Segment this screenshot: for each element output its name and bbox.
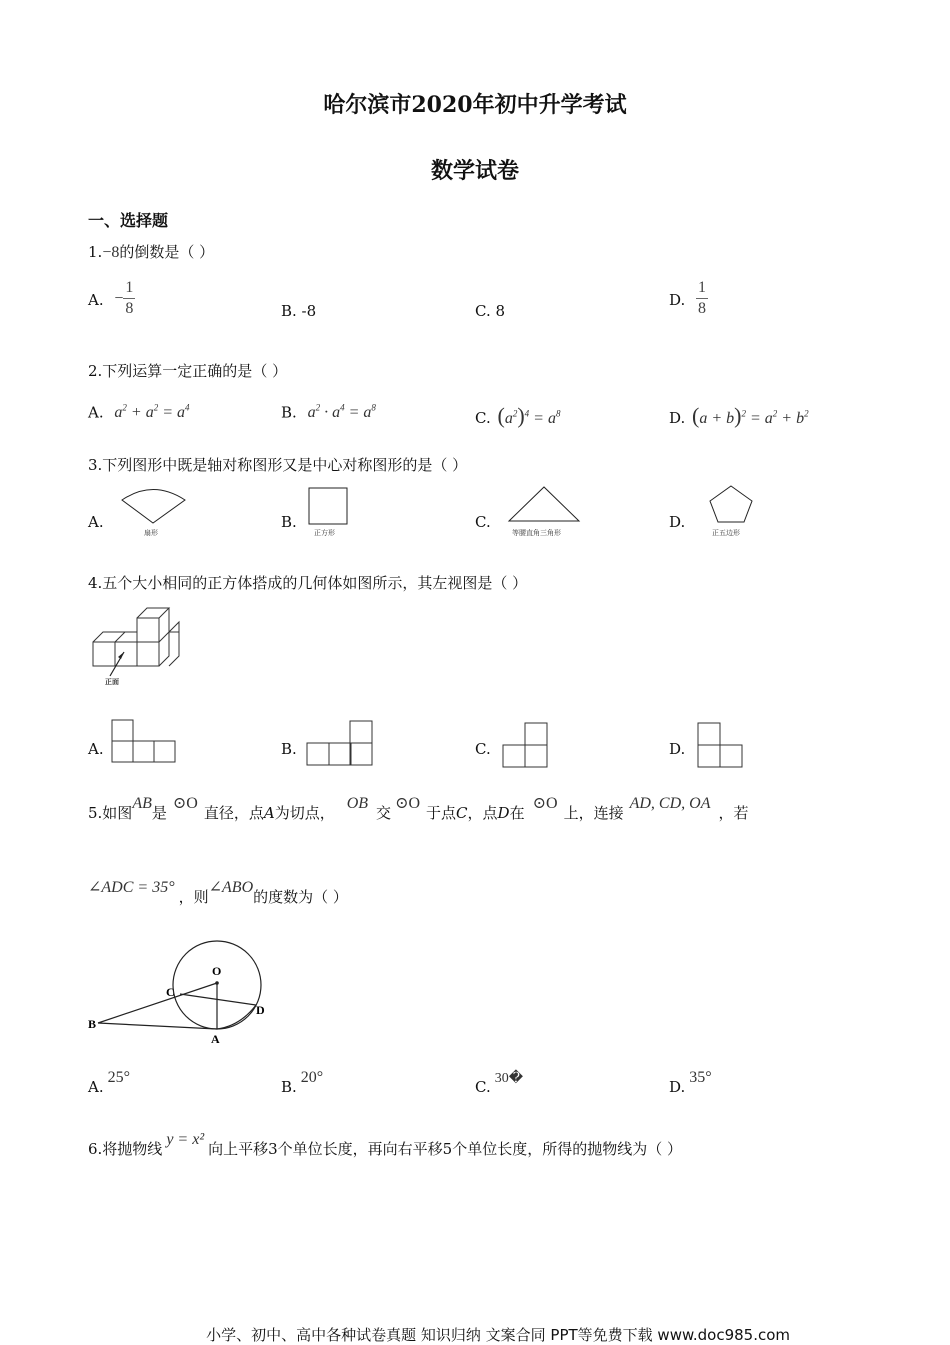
- footer-text: 小学、初中、高中各种试卷真题 知识归纳 文案合同 PPT等免费下载 www.doc985.com: [206, 1326, 790, 1344]
- q4-option-d-view: [695, 720, 747, 772]
- q1-expression: −8: [102, 244, 120, 261]
- label-c: C: [166, 985, 175, 999]
- q3-a-caption: 扇形: [144, 529, 158, 537]
- isosceles-right-triangle-figure: [505, 483, 585, 525]
- question-5-line-2: ∠ADC = 35°，则∠ABO的度数为（ ）: [88, 879, 348, 906]
- question-3: 3.下列图形中既是轴对称图形又是中心对称图形的是（ ）: [88, 456, 468, 474]
- label-a: A: [211, 1032, 220, 1046]
- q5-option-b[interactable]: B.20°: [281, 1069, 324, 1096]
- q3-option-d-label[interactable]: D.: [669, 513, 686, 531]
- q6-expression: y = x²: [166, 1131, 205, 1148]
- question-4: 4.五个大小相同的正方体搭成的几何体如图所示，其左视图是（ ）: [88, 574, 528, 592]
- square-figure: [305, 486, 355, 528]
- q4-option-c-label[interactable]: C.: [475, 740, 491, 758]
- q4-option-a-label[interactable]: A.: [88, 740, 104, 758]
- regular-pentagon-figure: [705, 482, 759, 526]
- circle-tangent-figure: [80, 930, 280, 1050]
- q5-option-d[interactable]: D.35°: [669, 1069, 712, 1096]
- label-d: D: [256, 1003, 265, 1017]
- q4-option-a-view: [110, 716, 182, 768]
- label-o: O: [212, 964, 222, 978]
- q3-d-caption: 正五边形: [712, 529, 740, 537]
- q2-a-expression: $a^2 + a^2 = a^4$: [114, 403, 190, 422]
- q2-option-b[interactable]: B. $a^2 \cdot a^4 = a^8$: [281, 403, 376, 422]
- q5-option-c[interactable]: C. 30�: [475, 1071, 524, 1096]
- q3-option-c-label[interactable]: C.: [475, 513, 491, 531]
- exam-subtitle: 数学试卷: [430, 158, 519, 184]
- q4-option-b-view: [305, 718, 377, 770]
- q3-c-caption: 等腰直角三角形: [512, 529, 561, 537]
- q2-option-a[interactable]: A. $a^2 + a^2 = a^4$: [88, 403, 190, 422]
- q4-figure-caption: 正面: [105, 678, 119, 686]
- q1-option-a[interactable]: A. − $\frac{1}{8}$: [88, 279, 134, 317]
- section-title: 一、选择题: [88, 211, 169, 230]
- question-1: 1.−8的倒数是（ ）: [88, 243, 215, 261]
- q1-option-b[interactable]: B. -8: [281, 302, 317, 320]
- cube-stack-figure: [88, 602, 188, 690]
- q3-b-caption: 正方形: [314, 529, 335, 537]
- q4-option-b-label[interactable]: B.: [281, 740, 297, 758]
- q1-d-fraction: $\frac{1}{8}$: [698, 279, 707, 317]
- question-5-line-1: 5.如图AB是⊙O直径，点A为切点，OB交⊙O于点C，点D在⊙O上，连接AD, CD, OA，若: [88, 795, 749, 822]
- q5-option-a[interactable]: A.25°: [88, 1069, 131, 1096]
- exam-title: 哈尔滨市2020年初中升学考试: [323, 92, 627, 118]
- question-6: 6.将抛物线y = x²向上平移3个单位长度，再向右平移5个单位长度，所得的抛物线为（ ）: [88, 1131, 682, 1158]
- q4-option-c-view: [500, 720, 552, 772]
- q3-option-a-label[interactable]: A.: [88, 513, 104, 531]
- q2-c-expression: $(a^2)^4 = a^8$: [497, 403, 561, 428]
- q4-option-d-label[interactable]: D.: [669, 740, 686, 758]
- q2-option-c[interactable]: C. $(a^2)^4 = a^8$: [475, 403, 561, 428]
- q1-option-d[interactable]: D. $\frac{1}{8}$: [669, 279, 707, 317]
- q1-option-c[interactable]: C. 8: [475, 302, 506, 320]
- q2-d-expression: $(a + b)^2 = a^2 + b^2$: [692, 403, 809, 428]
- q3-option-b-label[interactable]: B.: [281, 513, 297, 531]
- q1-a-fraction: $\frac{1}{8}$: [125, 279, 134, 317]
- q2-b-expression: $a^2 \cdot a^4 = a^8$: [307, 403, 376, 422]
- question-2: 2.下列运算一定正确的是（ ）: [88, 362, 288, 380]
- label-b: B: [88, 1017, 97, 1031]
- q2-option-d[interactable]: D. $(a + b)^2 = a^2 + b^2$: [669, 403, 809, 428]
